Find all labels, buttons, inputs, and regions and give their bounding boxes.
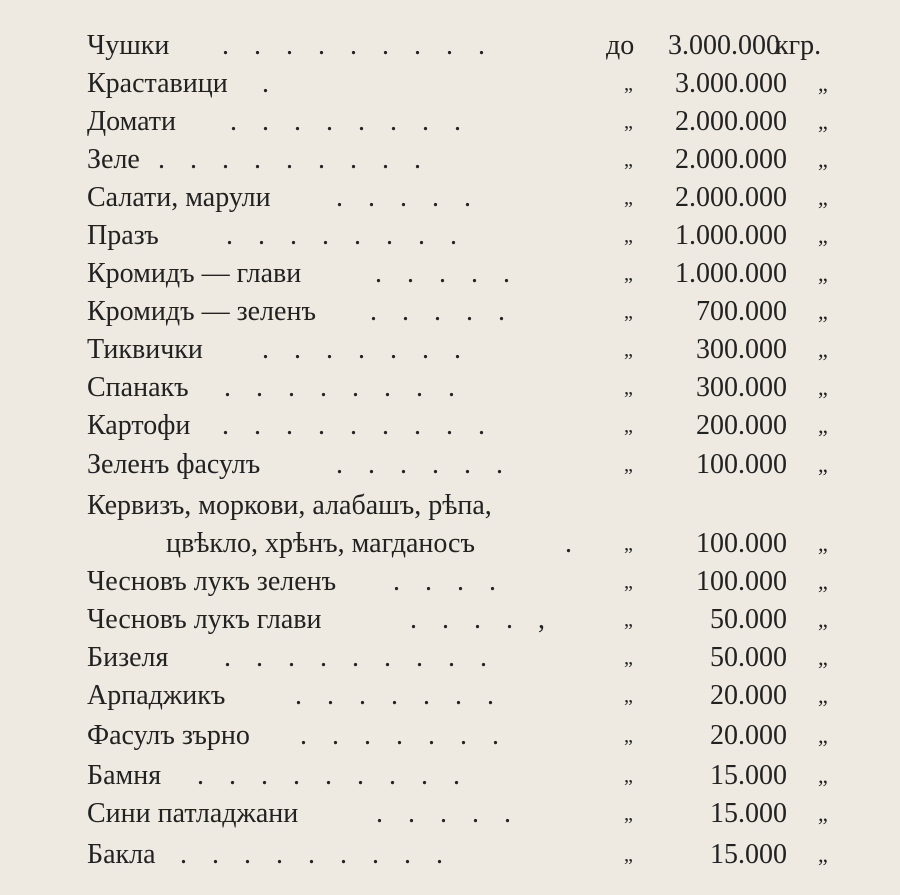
item-name: Чесновъ лукъ глави xyxy=(87,604,322,635)
leader-dots: . . . . . . . . xyxy=(226,220,466,251)
ditto-mark: „ xyxy=(624,533,633,555)
list-row xyxy=(0,795,900,833)
ditto-mark: „ xyxy=(624,149,633,171)
leader-dots: . . . . . xyxy=(376,798,520,829)
list-row xyxy=(0,487,900,525)
quantity-value: 2.000.000 xyxy=(675,144,787,175)
unit-ditto-mark: „ xyxy=(818,842,828,867)
list-row xyxy=(0,179,900,217)
unit-ditto-mark: „ xyxy=(818,261,828,286)
list-row xyxy=(0,407,900,445)
unit-ditto-mark: „ xyxy=(818,413,828,438)
list-row xyxy=(0,331,900,369)
quantity-value: 100.000 xyxy=(696,449,787,480)
leader-dots: . . . . . . . xyxy=(300,720,508,751)
unit-ditto-mark: „ xyxy=(818,185,828,210)
list-row xyxy=(0,677,900,715)
item-name: Картофи xyxy=(87,410,191,441)
item-name: Краставици xyxy=(87,68,228,99)
item-name: Зеленъ фасулъ xyxy=(87,449,261,480)
ditto-mark: „ xyxy=(624,415,633,437)
unit-ditto-mark: „ xyxy=(818,299,828,324)
list-row xyxy=(0,255,900,293)
item-name: Домати xyxy=(87,106,177,137)
leader-dots: . . . . . . . xyxy=(262,334,470,365)
leader-dots: . xyxy=(262,68,278,99)
quantity-value: 20.000 xyxy=(710,720,787,751)
list-row xyxy=(0,757,900,795)
unit-ditto-mark: „ xyxy=(818,683,828,708)
item-name: Чесновъ лукъ зеленъ xyxy=(87,566,337,597)
item-name: Арпаджикъ xyxy=(87,680,226,711)
quantity-value: 3.000.000 xyxy=(675,68,787,99)
unit-ditto-mark: „ xyxy=(818,607,828,632)
ditto-mark: „ xyxy=(624,685,633,707)
leader-dots: . . . . . . . . . xyxy=(197,760,469,791)
leader-dots: . . . . . . . . . xyxy=(180,839,452,870)
item-name: Сини патладжани xyxy=(87,798,299,829)
item-name: Бамня xyxy=(87,760,162,791)
leader-dots: . . . . . . . . . xyxy=(158,144,430,175)
leader-dots: . . . . . . . . . xyxy=(222,30,494,61)
ditto-mark: „ xyxy=(624,765,633,787)
leader-dots: . . . . . xyxy=(336,182,480,213)
item-name: Чушки xyxy=(87,30,170,61)
unit-ditto-mark: „ xyxy=(818,569,828,594)
ditto-mark: „ xyxy=(624,454,633,476)
list-row xyxy=(0,293,900,331)
leader-dots: . . . . . . xyxy=(336,449,512,480)
leader-dots: . . . . xyxy=(393,566,505,597)
item-name: Фасулъ зърно xyxy=(87,720,250,751)
ditto-mark: „ xyxy=(624,225,633,247)
item-name: Бакла xyxy=(87,839,156,870)
ditto-mark: „ xyxy=(624,301,633,323)
quantity-value: 300.000 xyxy=(696,334,787,365)
unit-ditto-mark: „ xyxy=(818,71,828,96)
quantity-value: 2.000.000 xyxy=(675,106,787,137)
quantity-value: 100.000 xyxy=(696,566,787,597)
quantity-value: 50.000 xyxy=(710,642,787,673)
quantity-value: 1.000.000 xyxy=(675,220,787,251)
unit-label: кгр. xyxy=(775,30,822,61)
ditto-mark: „ xyxy=(624,725,633,747)
ditto-mark: „ xyxy=(624,263,633,285)
quantity-value: 20.000 xyxy=(710,680,787,711)
leader-dots: . . . . . . . . xyxy=(224,372,464,403)
ditto-mark: „ xyxy=(624,377,633,399)
ditto-mark: „ xyxy=(624,111,633,133)
list-row xyxy=(0,836,900,874)
list-row xyxy=(0,601,900,639)
unit-ditto-mark: „ xyxy=(818,531,828,556)
ditto-mark: „ xyxy=(624,647,633,669)
item-name: цвѣкло, хрѣнъ, магданосъ xyxy=(166,528,475,559)
unit-ditto-mark: „ xyxy=(818,452,828,477)
leader-dots: . . . . , xyxy=(410,604,554,635)
leader-dots: . . . . . . . . . xyxy=(222,410,494,441)
ditto-mark: „ xyxy=(624,844,633,866)
item-name: Кромидъ — глави xyxy=(87,258,302,289)
unit-ditto-mark: „ xyxy=(818,109,828,134)
leader-dots: . xyxy=(565,528,581,559)
list-row xyxy=(0,369,900,407)
item-name: Тиквички xyxy=(87,334,203,365)
unit-ditto-mark: „ xyxy=(818,337,828,362)
item-name: Кервизъ, моркови, алабашъ, рѣпа, xyxy=(87,490,492,521)
leader-dots: . . . . . . . . xyxy=(230,106,470,137)
prefix-label: до xyxy=(606,30,635,61)
leader-dots: . . . . . . . . . xyxy=(224,642,496,673)
quantity-value: 700.000 xyxy=(696,296,787,327)
quantity-value: 200.000 xyxy=(696,410,787,441)
unit-ditto-mark: „ xyxy=(818,801,828,826)
list-row xyxy=(0,141,900,179)
ditto-mark: „ xyxy=(624,571,633,593)
list-row xyxy=(0,65,900,103)
list-row xyxy=(0,639,900,677)
list-row xyxy=(0,103,900,141)
quantity-value: 15.000 xyxy=(710,839,787,870)
ditto-mark: „ xyxy=(624,339,633,361)
quantity-value: 300.000 xyxy=(696,372,787,403)
quantity-value: 1.000.000 xyxy=(675,258,787,289)
list-row xyxy=(0,717,900,755)
item-name: Кромидъ — зеленъ xyxy=(87,296,316,327)
quantity-value: 100.000 xyxy=(696,528,787,559)
leader-dots: . . . . . xyxy=(370,296,514,327)
item-name: Празъ xyxy=(87,220,159,251)
list-row xyxy=(0,217,900,255)
ditto-mark: „ xyxy=(624,187,633,209)
quantity-value: 50.000 xyxy=(710,604,787,635)
quantity-value: 2.000.000 xyxy=(675,182,787,213)
unit-ditto-mark: „ xyxy=(818,645,828,670)
list-row xyxy=(0,525,900,563)
list-row xyxy=(0,446,900,484)
ditto-mark: „ xyxy=(624,73,633,95)
item-name: Салати, марули xyxy=(87,182,271,213)
item-name: Зеле xyxy=(87,144,140,175)
unit-ditto-mark: „ xyxy=(818,763,828,788)
item-name: Бизеля xyxy=(87,642,169,673)
unit-ditto-mark: „ xyxy=(818,147,828,172)
ditto-mark: „ xyxy=(624,609,633,631)
unit-ditto-mark: „ xyxy=(818,375,828,400)
unit-ditto-mark: „ xyxy=(818,723,828,748)
quantity-value: 15.000 xyxy=(710,760,787,791)
leader-dots: . . . . . . . xyxy=(295,680,503,711)
list-row xyxy=(0,27,900,65)
list-row xyxy=(0,563,900,601)
quantity-value: 15.000 xyxy=(710,798,787,829)
unit-ditto-mark: „ xyxy=(818,223,828,248)
leader-dots: . . . . . xyxy=(375,258,519,289)
quantity-value: 3.000.000 xyxy=(668,30,780,61)
item-name: Спанакъ xyxy=(87,372,189,403)
ditto-mark: „ xyxy=(624,803,633,825)
